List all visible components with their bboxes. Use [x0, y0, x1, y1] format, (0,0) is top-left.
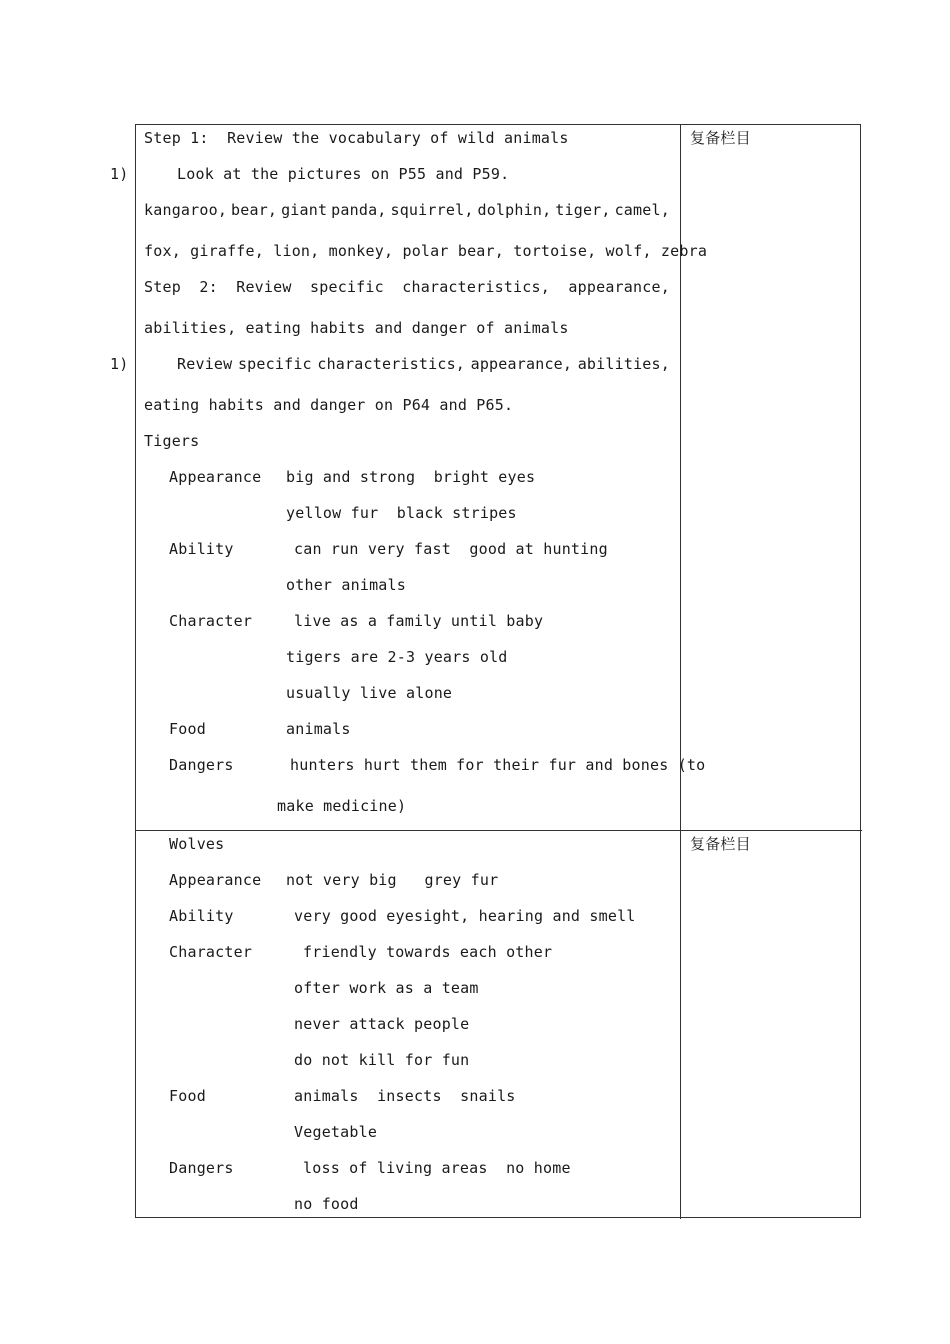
list-marker: 1) — [110, 355, 129, 373]
side-column-label: 复备栏目 — [690, 129, 751, 147]
tigers-food-1: animals — [286, 720, 351, 738]
review-word: Review — [177, 355, 233, 373]
review-word: specific — [237, 355, 312, 373]
wolves-food-label: Food — [169, 1087, 206, 1105]
tigers-title: Tigers — [144, 432, 200, 450]
vocab-word: dolphin, — [477, 201, 552, 219]
tigers-food-label: Food — [169, 720, 206, 738]
tigers-dangers-label: Dangers — [169, 756, 234, 774]
wolves-dangers-label: Dangers — [169, 1159, 234, 1177]
step2-heading — [144, 278, 670, 296]
tigers-ability-1: can run very fast good at hunting — [294, 540, 608, 558]
step2-word: appearance, — [568, 278, 670, 296]
wolves-ability-label: Ability — [169, 907, 234, 925]
tigers-character-label: Character — [169, 612, 253, 630]
side-column-label: 复备栏目 — [690, 835, 751, 853]
tigers-appearance-2: yellow fur black stripes — [286, 504, 517, 522]
tigers-character-3: usually live alone — [286, 684, 453, 702]
wolves-character-4: do not kill for fun — [294, 1051, 470, 1069]
tigers-appearance-1: big and strong bright eyes — [286, 468, 536, 486]
wolves-dangers-2: no food — [294, 1195, 359, 1213]
tigers-dangers-2: make medicine) — [277, 797, 407, 815]
row-divider — [135, 830, 862, 831]
review-line-2: eating habits and danger on P64 and P65. — [144, 396, 514, 414]
look-instruction: Look at the pictures on P55 and P59. — [177, 165, 510, 183]
tigers-ability-label: Ability — [169, 540, 234, 558]
review-word: abilities, — [577, 355, 670, 373]
wolves-appearance-1: not very big grey fur — [286, 871, 499, 889]
vocab-word: kangaroo, — [144, 201, 228, 219]
wolves-character-label: Character — [169, 943, 253, 961]
wolves-character-2: ofter work as a team — [294, 979, 479, 997]
wolves-appearance-label: Appearance — [169, 871, 262, 889]
step2-word: specific — [310, 278, 384, 296]
wolves-ability-1: very good eyesight, hearing and smell — [294, 907, 636, 925]
review-word: appearance, — [470, 355, 573, 373]
tigers-character-2: tigers are 2-3 years old — [286, 648, 508, 666]
vocab-line-1 — [144, 201, 670, 219]
wolves-character-3: never attack people — [294, 1015, 470, 1033]
wolves-character-1: friendly towards each other — [303, 943, 553, 961]
vocab-word: camel, — [614, 201, 670, 219]
column-divider — [680, 124, 681, 1219]
review-line-1 — [177, 355, 670, 373]
tigers-dangers-1: hunters hurt them for their fur and bones (to — [290, 756, 706, 774]
wolves-food-2: Vegetable — [294, 1123, 378, 1141]
tigers-ability-2: other animals — [286, 576, 406, 594]
step1-heading: Step 1: Review the vocabulary of wild animals — [144, 129, 569, 147]
vocab-word: giant — [281, 201, 328, 219]
step2-word: characteristics, — [402, 278, 550, 296]
wolves-title: Wolves — [169, 835, 225, 853]
list-marker: 1) — [110, 165, 129, 183]
step2-heading-cont: abilities, eating habits and danger of animals — [144, 319, 569, 337]
review-word: characteristics, — [317, 355, 466, 373]
vocab-word: bear, — [231, 201, 278, 219]
vocab-line-2: fox, giraffe, lion, monkey, polar bear, tortoise, wolf, zebra — [144, 242, 708, 260]
vocab-word: panda, — [331, 201, 387, 219]
step2-word: Review — [236, 278, 292, 296]
vocab-word: squirrel, — [390, 201, 474, 219]
step2-word: 2: — [199, 278, 218, 296]
wolves-dangers-1: loss of living areas no home — [303, 1159, 571, 1177]
wolves-food-1: animals insects snails — [294, 1087, 516, 1105]
step2-word: Step — [144, 278, 181, 296]
tigers-character-1: live as a family until baby — [294, 612, 544, 630]
vocab-word: tiger, — [555, 201, 611, 219]
tigers-appearance-label: Appearance — [169, 468, 262, 486]
